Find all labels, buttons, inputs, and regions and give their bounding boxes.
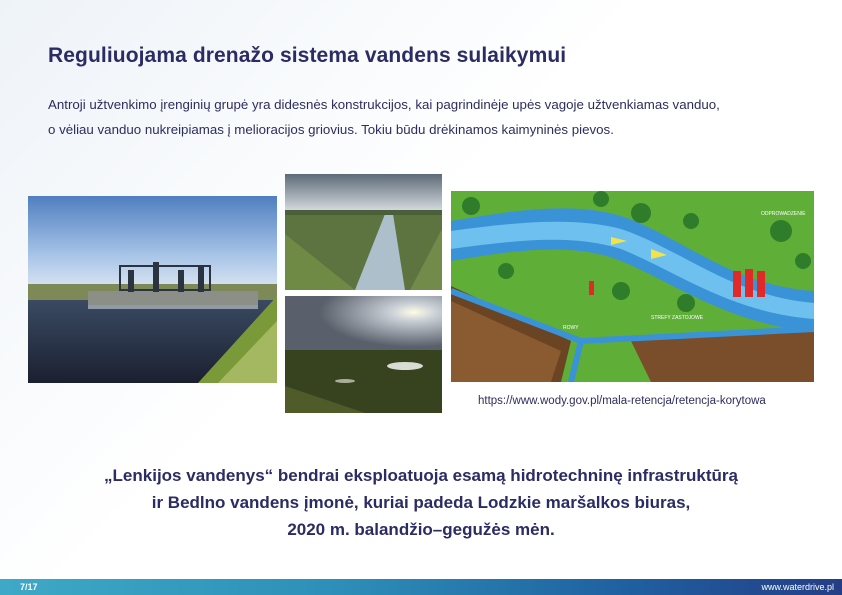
label-stagnation: STREFY ZASTOJOWE (651, 315, 704, 321)
retention-diagram (451, 191, 814, 382)
quote-line-1: „Lenkijos vandenys“ bendrai eksploatuoja esamą hidrotechninę infrastruktūrą (104, 466, 738, 485)
intro-line-2: o vėliau vanduo nukreipiamas į melioracijos griovius. Tokiu būdu drėkinamos kaimyninės pievos. (48, 122, 614, 137)
quote-line-2: ir Bedlno vandens įmonė, kuriai padeda Lodzkie maršalkos biuras, (151, 493, 691, 512)
meadow-photo (285, 296, 442, 413)
website-link[interactable]: www.waterdrive.pl (761, 582, 834, 592)
intro-paragraph (48, 92, 788, 142)
ditch-photo (285, 174, 442, 290)
quote-line-3: 2020 m. balandžio–gegužės mėn. (287, 520, 555, 539)
slide-title: Reguliuojama drenažo sistema vandens sulaikymui (48, 44, 567, 67)
intro-line-1: Antroji užtvenkimo įrenginių grupė yra didesnės konstrukcijos, kai pagrindinėje upės vagoje užtvenkiamas vanduo, (48, 97, 720, 112)
label-outflow: ODPROWADZENIE (761, 211, 806, 217)
footer-bar (0, 579, 842, 595)
source-link[interactable]: https://www.wody.gov.pl/mala-retencja/retencja-korytowa (478, 395, 766, 407)
quote-block (0, 462, 842, 543)
page-number: 7/17 (20, 582, 38, 592)
weir-photo (28, 196, 277, 383)
label-ditches: ROWY (563, 325, 579, 331)
